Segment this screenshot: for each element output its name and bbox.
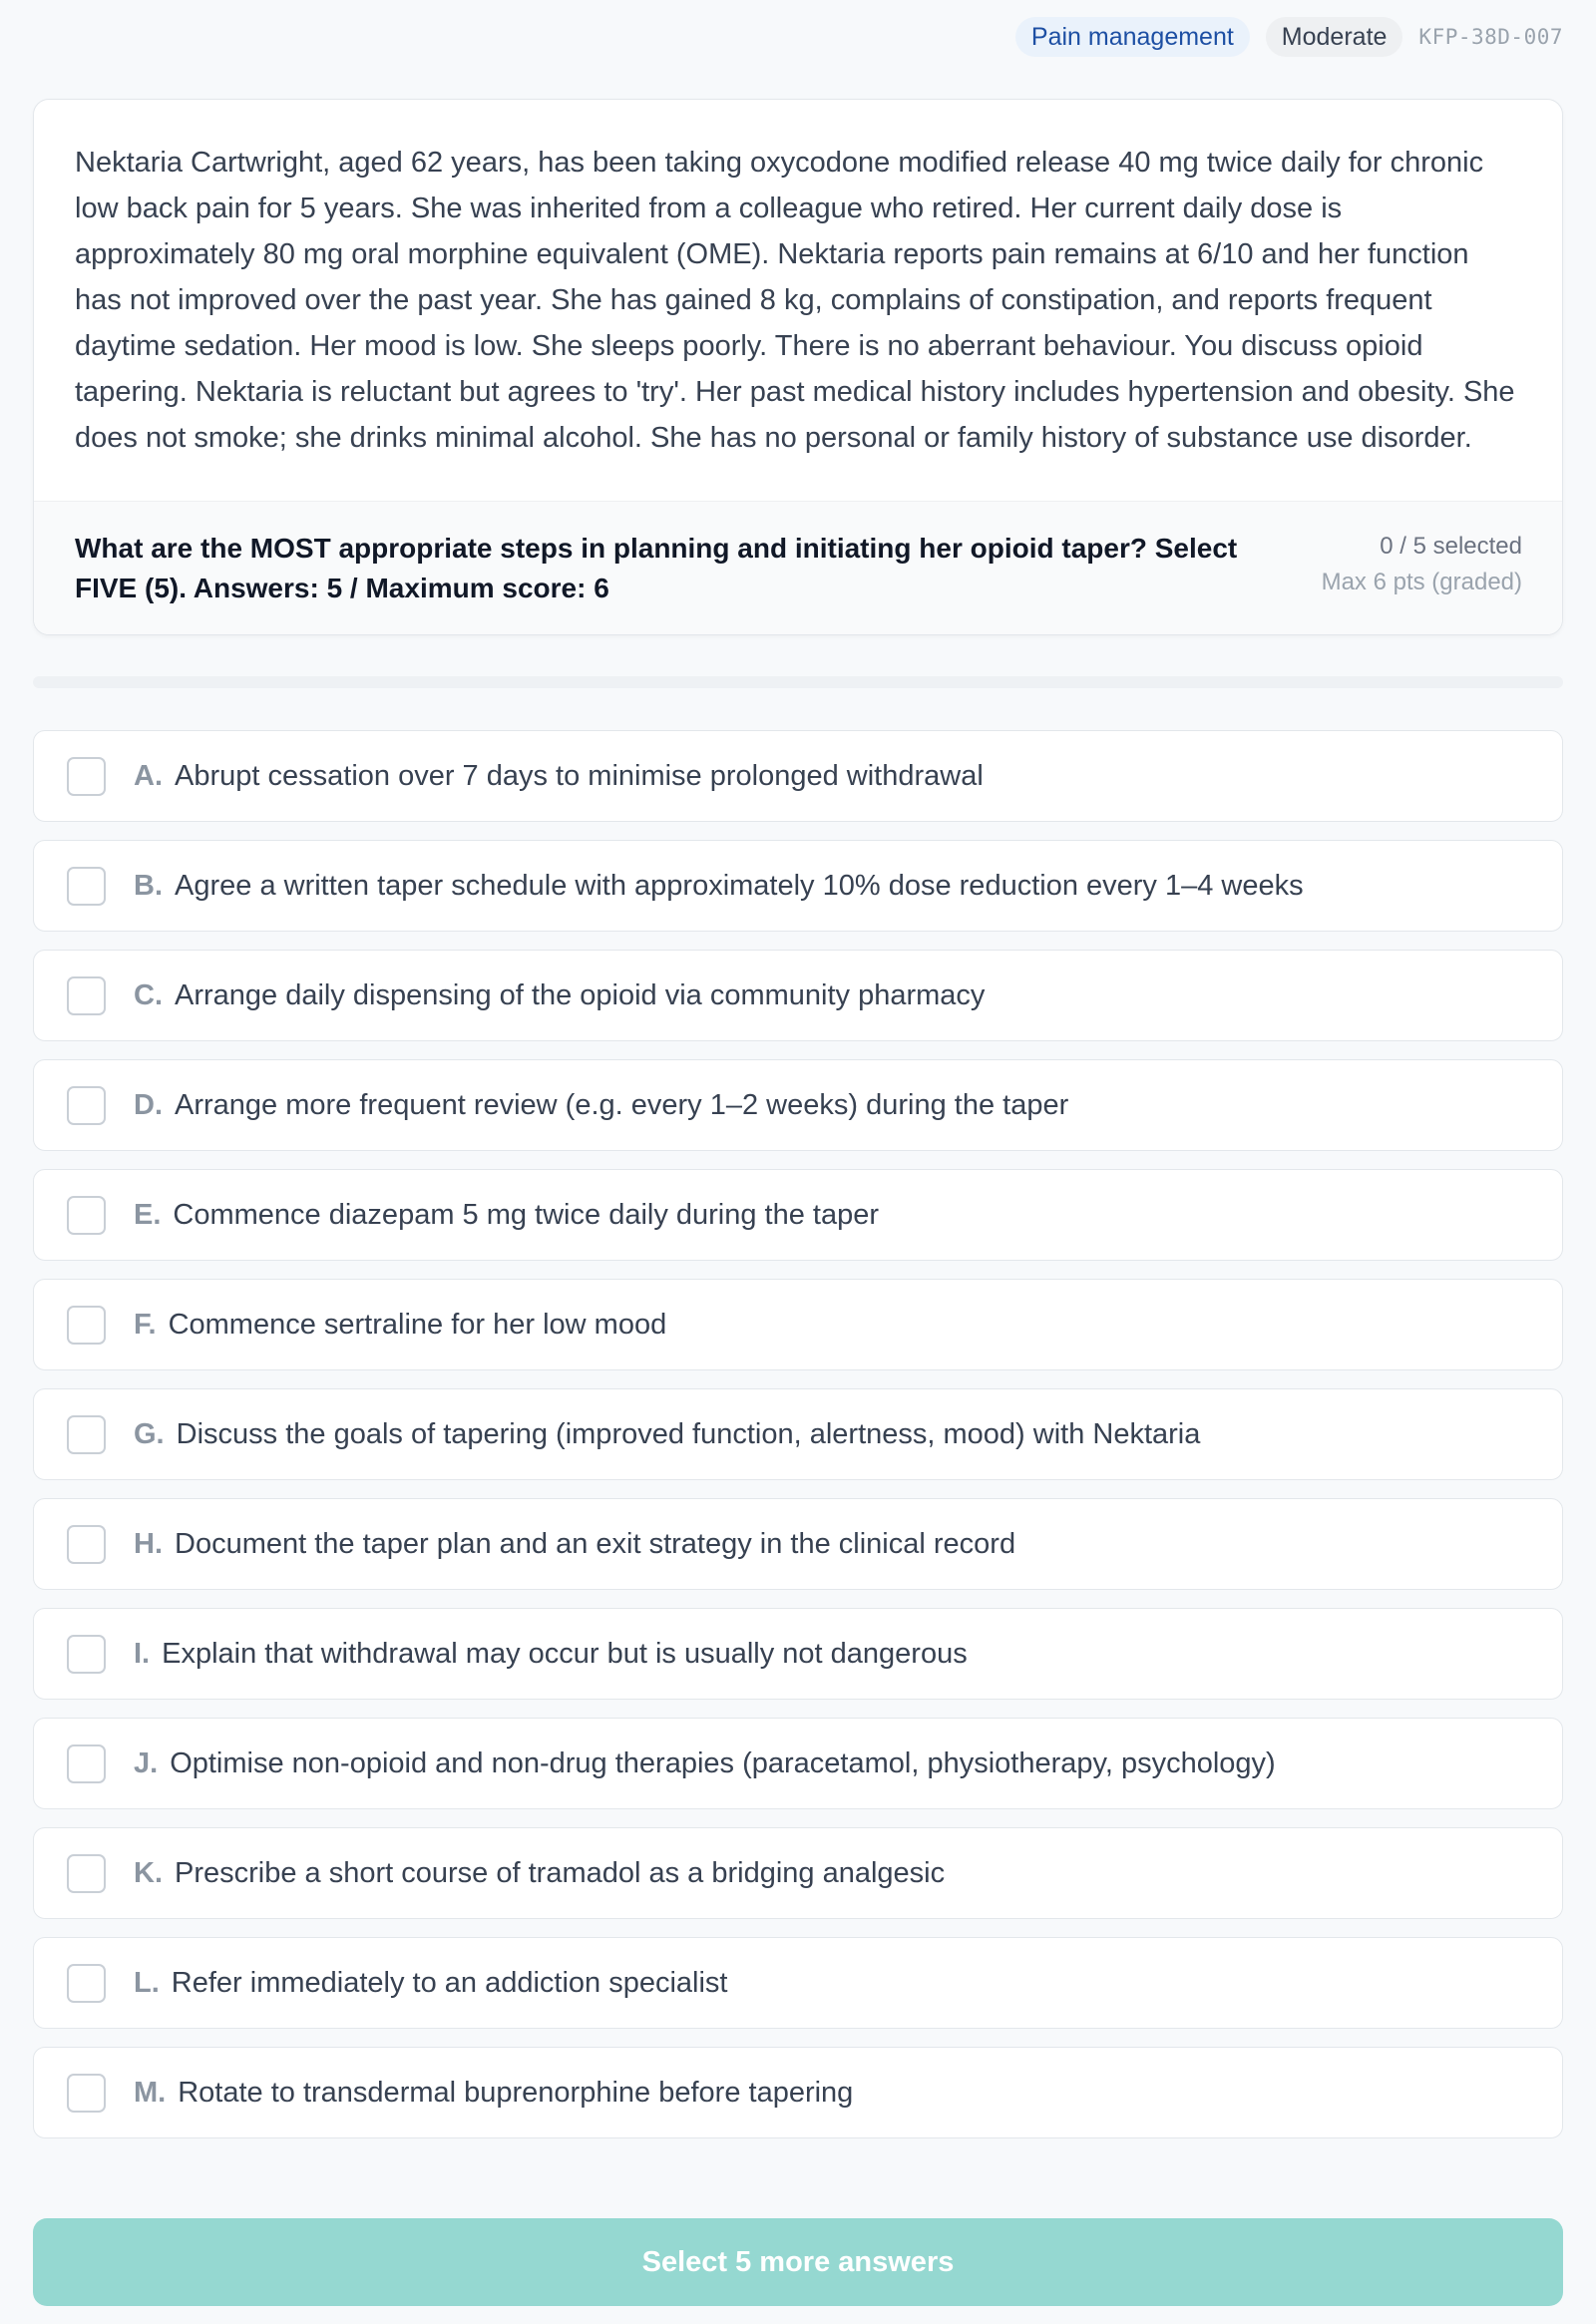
submit-button[interactable]: Select 5 more answers: [33, 2218, 1563, 2306]
answer-checkbox[interactable]: [67, 2074, 106, 2113]
answer-text: Agree a written taper schedule with approximately 10% dose reduction every 1–4 weeks: [175, 869, 1304, 902]
answer-text: Explain that withdrawal may occur but is usually not dangerous: [162, 1637, 968, 1670]
question-bar: [34, 501, 1562, 634]
answer-text: Commence diazepam 5 mg twice daily during the taper: [173, 1198, 880, 1231]
answer-text: Document the taper plan and an exit strategy in the clinical record: [175, 1527, 1016, 1560]
answer-checkbox[interactable]: [67, 1854, 106, 1893]
question-code: KFP-38D-007: [1418, 25, 1563, 49]
topic-tag: Pain management: [1015, 17, 1250, 57]
answer-checkbox[interactable]: [67, 1635, 106, 1674]
answer-text: Commence sertraline for her low mood: [168, 1308, 667, 1341]
answer-option[interactable]: [33, 1937, 1563, 2029]
answer-option[interactable]: [33, 730, 1563, 822]
answer-option[interactable]: [33, 1718, 1563, 1809]
answer-option[interactable]: [33, 1059, 1563, 1151]
answer-letter: J.: [134, 1746, 159, 1779]
answer-option[interactable]: [33, 1827, 1563, 1919]
answer-checkbox[interactable]: [67, 1196, 106, 1235]
answer-checkbox[interactable]: [67, 1086, 106, 1125]
answer-checkbox[interactable]: [67, 1306, 106, 1345]
answer-text: Rotate to transdermal buprenorphine before tapering: [178, 2076, 854, 2109]
answer-text: Arrange daily dispensing of the opioid via community pharmacy: [175, 978, 986, 1011]
answer-option[interactable]: [33, 840, 1563, 932]
answer-checkbox[interactable]: [67, 1525, 106, 1564]
question-meta-row: [33, 0, 1563, 74]
answer-letter: A.: [134, 759, 163, 792]
answer-text: Discuss the goals of tapering (improved function, alertness, mood) with Nektaria: [176, 1417, 1201, 1450]
answer-checkbox[interactable]: [67, 757, 106, 796]
answer-text: Arrange more frequent review (e.g. every 1–2 weeks) during the taper: [175, 1088, 1069, 1121]
case-card: [33, 99, 1563, 635]
difficulty-tag: Moderate: [1266, 17, 1403, 57]
answer-letter: K.: [134, 1856, 163, 1889]
answer-text: Abrupt cessation over 7 days to minimise prolonged withdrawal: [175, 759, 984, 792]
answer-option[interactable]: [33, 950, 1563, 1041]
case-stem: Nektaria Cartwright, aged 62 years, has been taking oxycodone modified release 40 mg twice daily for chronic low back pain for 5 years. She was inherited from a colleague who retired. Her current daily dose is approximately 80 mg oral morphine equivalent (OME). Nektaria reports pain remains at 6/10 and her function has not improved over the past year. She has gained 8 kg, complains of constipation, and reports frequent daytime sedation. Her mood is low. She sleeps poorly. There is no aberrant behaviour. You discuss opioid tapering. Nektaria is reluctant but agrees to 'try'. Her past medical history includes hypertension and obesity. She does not smoke; she drinks minimal alcohol. She has no personal or family history of substance use disorder.: [75, 147, 1515, 454]
answer-text: Prescribe a short course of tramadol as a bridging analgesic: [175, 1856, 946, 1889]
answer-option[interactable]: [33, 1388, 1563, 1480]
answer-options-list: [33, 730, 1563, 2138]
answer-letter: B.: [134, 869, 163, 902]
answer-letter: L.: [134, 1966, 160, 1999]
answer-letter: I.: [134, 1637, 151, 1670]
answer-checkbox[interactable]: [67, 976, 106, 1015]
answer-letter: D.: [134, 1088, 163, 1121]
answer-option[interactable]: [33, 1169, 1563, 1261]
answer-letter: F.: [134, 1308, 157, 1341]
question-score-meta: [1322, 529, 1522, 600]
answer-text: Optimise non-opioid and non-drug therapies (paracetamol, physiotherapy, psychology): [170, 1746, 1276, 1779]
answer-checkbox[interactable]: [67, 1964, 106, 2003]
answer-letter: C.: [134, 978, 163, 1011]
max-score: Max 6 pts (graded): [1321, 569, 1522, 595]
answer-option[interactable]: [33, 1498, 1563, 1590]
answer-checkbox[interactable]: [67, 1415, 106, 1454]
selection-progress-bar: [33, 676, 1563, 688]
answer-checkbox[interactable]: [67, 1744, 106, 1783]
answer-letter: M.: [134, 2076, 167, 2109]
answer-checkbox[interactable]: [67, 867, 106, 906]
answer-text: Refer immediately to an addiction specialist: [171, 1966, 728, 1999]
question-text: What are the MOST appropriate steps in planning and initiating her opioid taper? Select FIVE (5). Answers: 5 / Maximum score: 6: [75, 533, 1238, 603]
answer-letter: E.: [134, 1198, 162, 1231]
answer-option[interactable]: [33, 1608, 1563, 1700]
answer-letter: H.: [134, 1527, 163, 1560]
selected-count: 0 / 5 selected: [1380, 533, 1522, 560]
answer-letter: G.: [134, 1417, 165, 1450]
answer-option[interactable]: [33, 2047, 1563, 2138]
answer-option[interactable]: [33, 1279, 1563, 1370]
